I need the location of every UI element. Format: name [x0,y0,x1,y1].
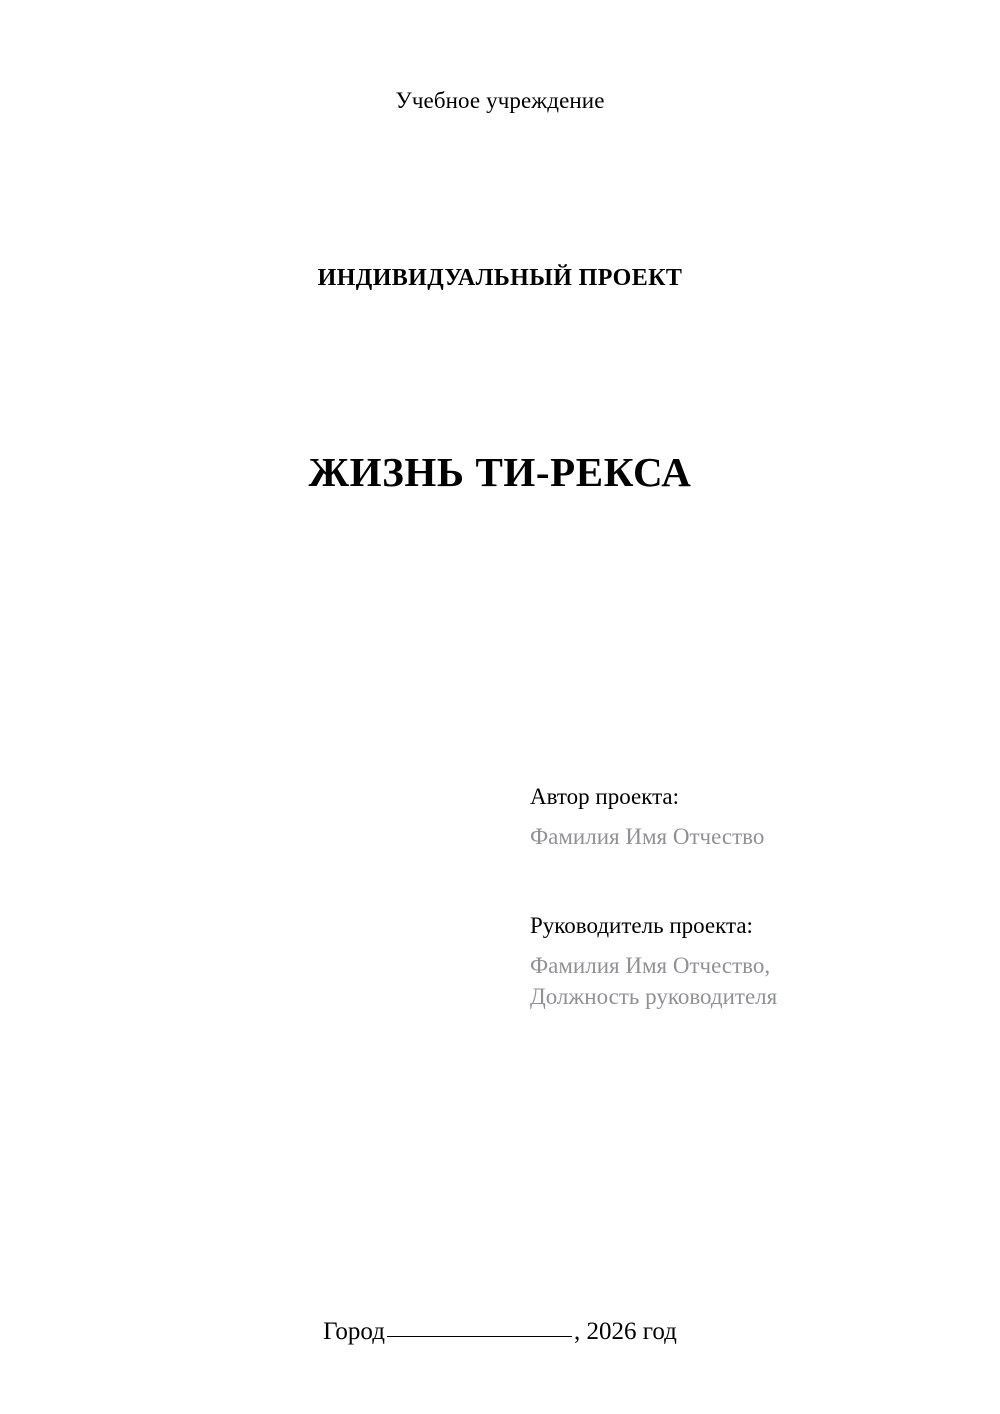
authorship-block [530,785,930,1012]
spacer [530,808,930,821]
project-type-heading: ИНДИВИДУАЛЬНЫЙ ПРОЕКТ [317,265,683,291]
supervisor-value-line1: Фамилия Имя Отчество, [530,953,771,979]
institution-name: Учебное учреждение [395,88,605,113]
city-label: Город [323,1318,385,1345]
project-title: ЖИЗНЬ ТИ-РЕКСА [308,449,692,495]
supervisor-value-line2: Должность руководителя [530,984,778,1010]
city-blank-line [387,1336,572,1337]
author-label: Автор проекта: [530,784,679,809]
spacer [530,937,930,950]
year-text: , 2026 год [573,1318,677,1345]
footer-city-year [0,1318,1000,1346]
author-value: Фамилия Имя Отчество [530,824,765,849]
supervisor-label: Руководитель проекта: [530,913,753,939]
spacer [530,852,930,914]
